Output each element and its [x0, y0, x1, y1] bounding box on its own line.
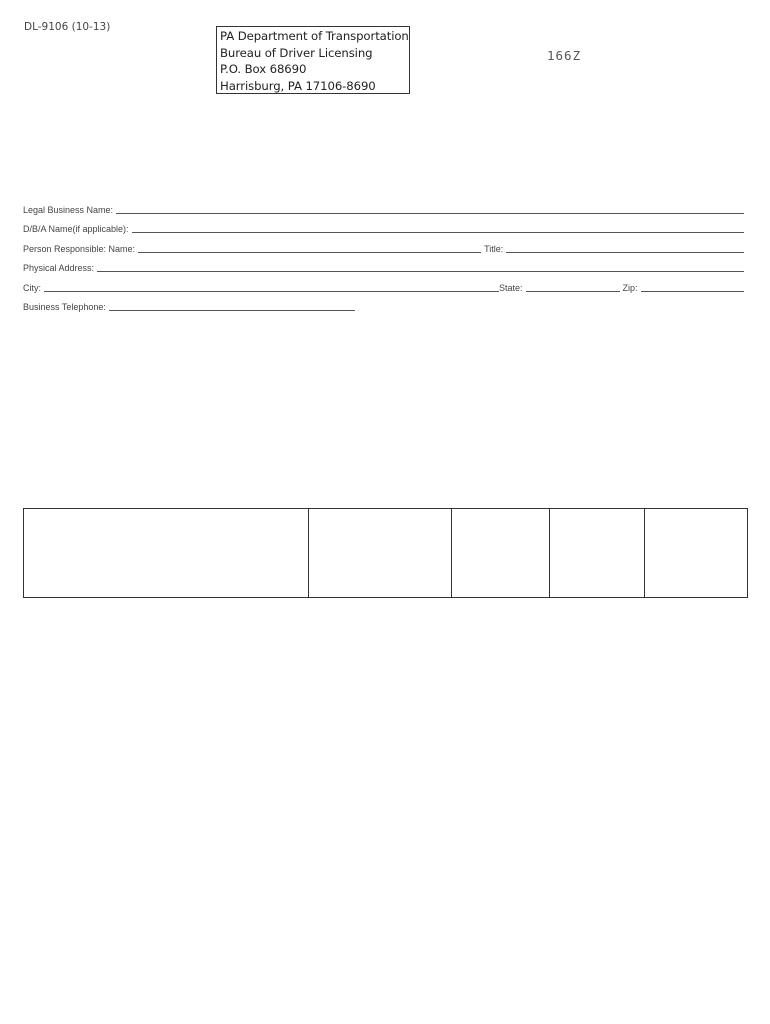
city-state-zip-row	[23, 281, 747, 294]
entry-table-cell-2[interactable]	[309, 509, 452, 597]
dba-name-label: D/B/A Name(if applicable):	[23, 224, 129, 234]
mailing-address-box	[216, 26, 410, 94]
zip-label: Zip:	[622, 283, 638, 293]
entry-table-cell-4[interactable]	[550, 509, 645, 597]
state-field[interactable]	[526, 290, 620, 292]
dba-name-row	[23, 222, 747, 235]
title-label: Title:	[484, 244, 504, 254]
address-line-po-box: P.O. Box 68690	[220, 62, 307, 76]
city-label: City:	[23, 283, 41, 293]
address-line-bureau: Bureau of Driver Licensing	[220, 45, 373, 60]
city-field[interactable]	[44, 290, 499, 292]
entry-table	[23, 508, 748, 598]
entry-table-cell-3[interactable]	[452, 509, 550, 597]
legal-business-name-field[interactable]	[116, 212, 744, 214]
entry-table-cell-1[interactable]	[24, 509, 309, 597]
address-line-city-state-zip: Harrisburg, PA 17106-8690	[220, 78, 376, 93]
business-telephone-field[interactable]	[109, 309, 355, 311]
dba-name-field[interactable]	[132, 231, 744, 233]
legal-business-name-row	[23, 203, 747, 216]
person-responsible-row	[23, 242, 747, 255]
physical-address-field[interactable]	[97, 270, 744, 272]
zip-field[interactable]	[641, 290, 744, 292]
state-label: State:	[499, 283, 523, 293]
person-responsible-name-label: Person Responsible: Name:	[23, 244, 136, 254]
physical-address-label: Physical Address:	[23, 263, 95, 273]
business-telephone-row	[23, 300, 747, 313]
address-line-department: PA Department of Transportation	[220, 29, 409, 43]
entry-table-cell-5[interactable]	[645, 509, 747, 597]
title-field[interactable]	[506, 251, 744, 253]
physical-address-row	[23, 261, 747, 274]
business-telephone-label: Business Telephone:	[23, 302, 106, 312]
legal-business-name-label: Legal Business Name:	[23, 205, 114, 215]
form-code: 166Z	[547, 48, 582, 63]
person-responsible-name-field[interactable]	[138, 251, 481, 253]
form-number: DL-9106 (10-13)	[24, 21, 111, 33]
